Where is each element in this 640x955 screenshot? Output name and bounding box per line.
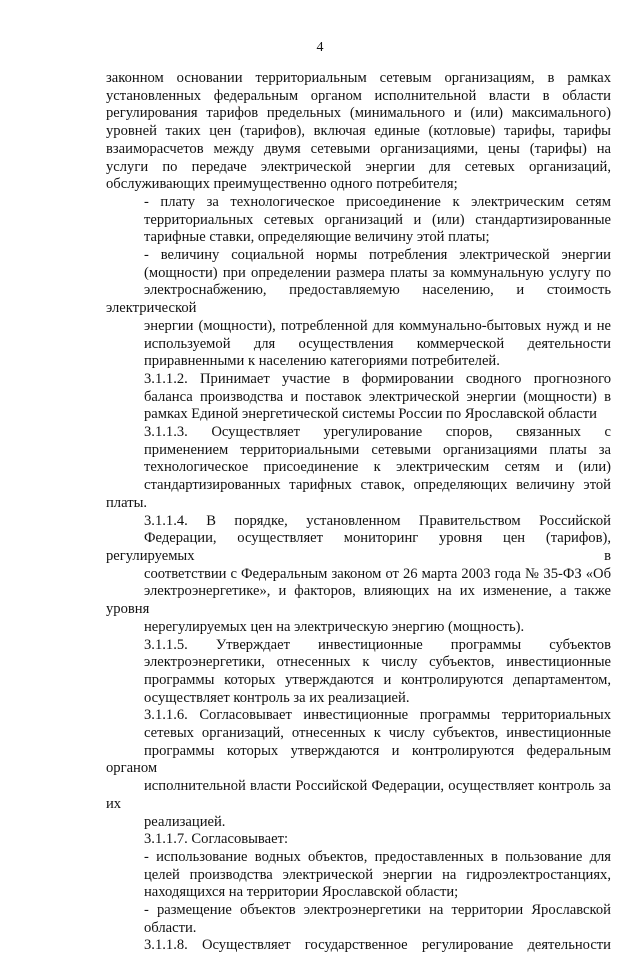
text-line: стандартизированных тарифных ставок, определяющих величину этой платы. (106, 477, 611, 511)
text-line: установленных федеральным органом исполнительной власти в области (106, 87, 611, 104)
text-line: соответствии с Федеральным законом от 26 марта 2003 года № 35-ФЗ «Об (144, 565, 611, 582)
paragraph (106, 849, 611, 902)
text-line: целей производства электрической энергии на гидроэлектростанциях, (144, 866, 611, 883)
text-line: - величину социальной нормы потребления электрической энергии (144, 247, 611, 264)
text-line: 3.1.1.3. Осуществляет урегулирование споров, связанных с (144, 424, 611, 441)
text-line: программы которых утверждаются и контролируются федеральным органом (106, 742, 611, 777)
text-line: 3.1.1.4. В порядке, установленном Правительством Российской (144, 512, 611, 529)
paragraph (106, 247, 611, 371)
text-line: энергии (мощности), потребленной для коммунально-бытовых нужд и не (144, 317, 611, 334)
text-line: - использование водных объектов, предоставленных в пользование для (144, 848, 611, 865)
page-number: 4 (316, 40, 324, 55)
text-line: реализацией. (144, 813, 226, 830)
text-line: электроэнергетике», и факторов, влияющих на их изменение, а также уровня (106, 583, 611, 618)
text-line: 3.1.1.2. Принимает участие в формировании сводного прогнозного (144, 370, 611, 387)
paragraph (106, 637, 611, 708)
text-line: программы которых утверждаются и контролируются департаментом, (144, 671, 611, 688)
text-line: области. (144, 919, 197, 936)
text-line: нерегулируемых цен на электрическую энергию (мощность). (144, 618, 525, 635)
text-line: тарифные ставки, определяющие величину этой платы; (144, 229, 490, 246)
paragraph (106, 513, 611, 637)
paragraph (106, 194, 611, 247)
text-line: технологическое присоединение к электрическим сетям и (или) (144, 459, 611, 476)
text-line: обслуживающих преимущественно одного потребителя; (106, 176, 458, 193)
text-line: сетевых организаций, отнесенных к числу субъектов, инвестиционные (144, 725, 611, 742)
paragraph (106, 424, 611, 513)
text-line: приравненными к населению категориями потребителей. (144, 353, 500, 370)
paragraph (106, 902, 611, 937)
text-line: электроэнергетики, отнесенных к числу субъектов, инвестиционные (144, 654, 611, 671)
text-line: услуги по передаче электрической энергии для сетевых организаций, (106, 158, 611, 175)
text-line: электроснабжению, предоставляемую населению, и стоимость электрической (106, 282, 611, 317)
text-line: 3.1.1.6. Согласовывает инвестиционные программы территориальных (144, 707, 611, 724)
text-line: Федерации, осуществляет мониторинг уровня цен (тарифов), регулируемых в (106, 530, 611, 564)
paragraph (106, 937, 611, 955)
text-line: уровней таких цен (тарифов), включая единые (котловые) тарифы, тарифы (106, 123, 611, 140)
text-line: - плату за технологическое присоединение к электрическим сетям (144, 193, 611, 210)
paragraph (106, 831, 611, 849)
text-line: регулирования тарифов предельных (минимального и (или) максимального) (106, 105, 611, 122)
text-line: - размещение объектов электроэнергетики на территории Ярославской (144, 902, 611, 919)
text-line: 3.1.1.5. Утверждает инвестиционные программы субъектов (144, 636, 611, 653)
text-line: рамках Единой энергетической системы России по Ярославской области (144, 406, 597, 423)
text-line: осуществляет контроль за их реализацией. (144, 689, 410, 706)
text-line: используемой для осуществления коммерческой деятельности (144, 335, 611, 352)
document-body (106, 70, 611, 955)
paragraph (106, 707, 611, 831)
text-line: законном основании территориальным сетевым организациям, в рамках (106, 70, 611, 86)
text-line: баланса производства и поставок электрической энергии (мощности) в (144, 388, 611, 405)
text-line: исполнительной власти Российской Федерации, осуществляет контроль за их (106, 778, 611, 812)
text-line: применением территориальными сетевыми организациями платы за (144, 441, 611, 458)
paragraph (106, 371, 611, 424)
text-line: 3.1.1.7. Согласовывает: (144, 831, 289, 848)
paragraph (106, 70, 611, 194)
text-line: территориальных сетевых организаций и (или) стандартизированные (144, 211, 611, 228)
text-line: (мощности) при определении размера платы за коммунальную услугу по (144, 264, 611, 281)
text-line: находящихся на территории Ярославской области; (144, 884, 459, 901)
text-line: 3.1.1.8. Осуществляет государственное регулирование деятельности (144, 937, 611, 954)
text-line: взаиморасчетов между двумя сетевыми организациями, цены (тарифы) на (106, 140, 611, 157)
